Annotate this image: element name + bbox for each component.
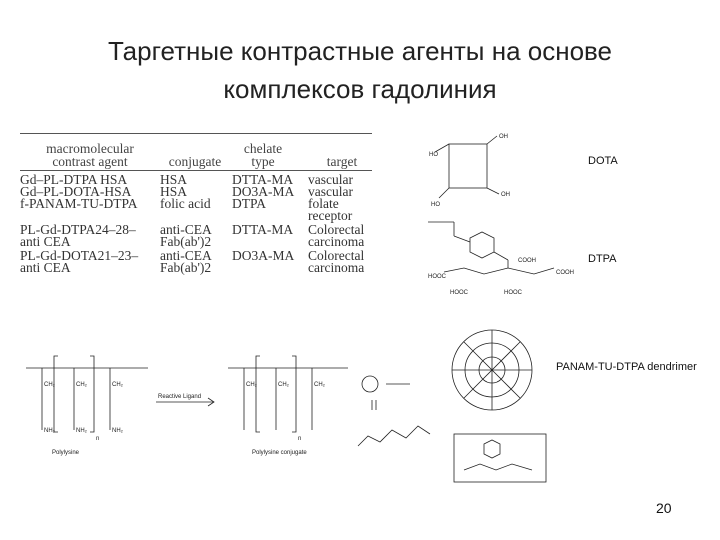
dota-oh-2: OH — [501, 192, 510, 198]
left-ch2-3: CH₂ — [112, 382, 123, 388]
dota-ho-2: HO — [431, 202, 440, 208]
dtpa-cooh-2: COOH — [556, 270, 574, 276]
header-chelate-line-2: type — [251, 154, 275, 169]
table-rule-header — [20, 170, 372, 171]
header-chelate — [228, 142, 298, 168]
dtpa-cooh-1: COOH — [518, 258, 536, 264]
dota-macrocycle — [449, 144, 487, 188]
row-1-chelate: DTTA-MA — [232, 172, 294, 187]
right-n-subscript: n — [298, 436, 302, 442]
row-2-conjugate: HSA — [160, 184, 188, 199]
panam-label: PANAM-TU-DTPA dendrimer — [556, 361, 697, 373]
right-ch2-2: CH₂ — [278, 382, 289, 388]
row-1-conjugate: HSA — [160, 172, 188, 187]
dtpa-hooc-2: HOOC — [450, 290, 468, 296]
header-agent-line-2: contrast agent — [52, 154, 128, 169]
row-3-agent: f-PANAM-TU-DTPA — [20, 196, 138, 211]
row-7-agent: PL-Gd-DOTA21–23– — [20, 248, 139, 263]
left-nh2-2: NH₂ — [76, 428, 87, 434]
left-nh2-1: NH₂ — [44, 428, 55, 434]
left-ch2-1: CH₂ — [44, 382, 55, 388]
row-8-conjugate: Fab(ab')2 — [160, 260, 212, 275]
row-7-conjugate: anti-CEA — [160, 248, 212, 263]
dtpa-label: DTPA — [588, 253, 617, 265]
dtpa-benzene-ring — [470, 232, 494, 258]
dota-label: DOTA — [588, 155, 618, 167]
dota-ho-1: HO — [429, 152, 438, 158]
row-2-chelate: DO3A-MA — [232, 184, 295, 199]
row-2-agent: Gd–PL-DOTA-HSA — [20, 184, 132, 199]
dtpa-hooc-1: HOOC — [428, 274, 446, 280]
row-1-target: vascular — [308, 172, 353, 187]
header-agent — [28, 142, 152, 168]
slide-title-line-2: комплексов гадолиния — [223, 74, 497, 104]
dendrimer-inset-box — [454, 434, 546, 482]
row-1-agent: Gd–PL-DTPA HSA — [20, 172, 128, 187]
left-ch2-2: CH₂ — [76, 382, 87, 388]
page-number: 20 — [656, 500, 672, 516]
header-conjugate: conjugate — [168, 154, 222, 169]
dendrimer-structure-icon — [440, 326, 552, 486]
header-chelate-line-1: chelate — [243, 141, 283, 156]
row-5-target: Colorectal — [308, 222, 365, 237]
right-ch2-1: CH₂ — [246, 382, 257, 388]
row-3-chelate: DTPA — [232, 196, 267, 211]
polylysine-scheme-icon — [18, 346, 438, 464]
dtpa-hooc-3: HOOC — [504, 290, 522, 296]
row-7-chelate: DO3A-MA — [232, 248, 295, 263]
right-ch2-3: CH₂ — [314, 382, 325, 388]
dota-oh-1: OH — [499, 134, 508, 140]
dota-structure-icon — [425, 132, 515, 212]
row-5-agent: PL-Gd-DTPA24–28– — [20, 222, 136, 237]
reagent-ring — [362, 376, 378, 392]
row-2-target: vascular — [308, 184, 353, 199]
row-3-conjugate: folic acid — [160, 196, 211, 211]
header-agent-line-1: macromolecular — [46, 141, 134, 156]
row-5-conjugate: anti-CEA — [160, 222, 212, 237]
row-5-chelate: DTTA-MA — [232, 222, 294, 237]
header-target: target — [326, 154, 358, 169]
slide-title — [60, 32, 660, 108]
row-8-target: carcinoma — [308, 260, 365, 275]
row-3-target: folate — [308, 196, 339, 211]
row-6-agent: anti CEA — [20, 234, 71, 249]
dtpa-structure-icon — [424, 212, 574, 298]
slide-title-line-1: Таргетные контрастные агенты на основе — [107, 36, 613, 66]
left-nh2-3: NH₂ — [112, 428, 123, 434]
table-rule-top — [20, 133, 372, 134]
row-8-agent: anti CEA — [20, 260, 71, 275]
row-6-target: carcinoma — [308, 234, 365, 249]
polylysine-conjugate-caption: Polylysine conjugate — [252, 450, 307, 456]
left-n-subscript: n — [96, 436, 100, 442]
reactive-ligand-label: Reactive Ligand — [158, 394, 202, 400]
row-4-target: receptor — [308, 208, 353, 223]
row-6-conjugate: Fab(ab')2 — [160, 234, 212, 249]
polylysine-caption: Polylysine — [52, 450, 80, 456]
row-7-target: Colorectal — [308, 248, 365, 263]
